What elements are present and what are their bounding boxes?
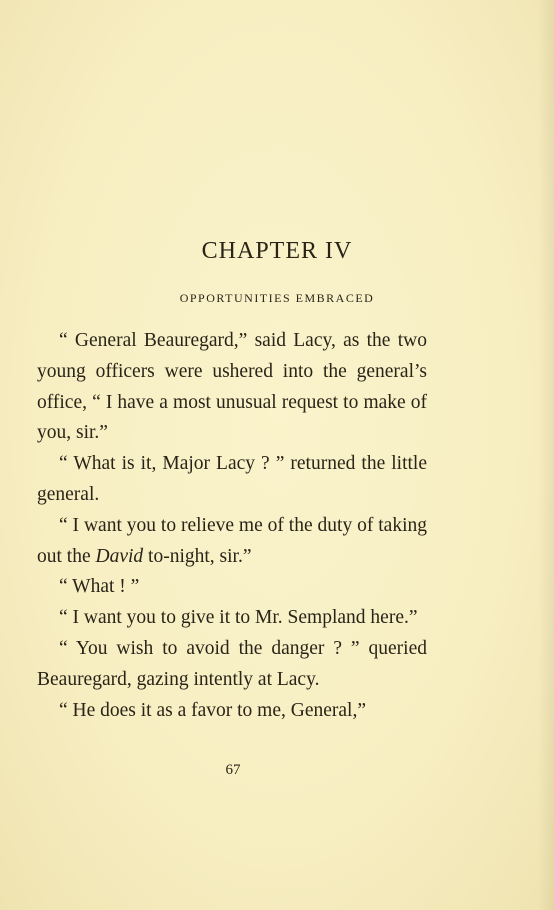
paragraph: “ What is it, Major Lacy ? ” returned the little general. <box>37 453 427 505</box>
paragraph <box>37 511 427 573</box>
paragraph: “ He does it as a favor to me, General,” <box>59 699 366 721</box>
chapter-title: CHAPTER IV <box>201 238 353 264</box>
paragraph: “ General Beauregard,” said Lacy, as the two young officers were ushered into the general’s office, “ I have a most unusual request to make of you, sir.” <box>37 330 427 444</box>
paragraph: “ You wish to avoid the danger ? ” queried Beauregard, gazing intently at Lacy. <box>37 637 427 690</box>
paragraph-text: to-night, sir.” <box>143 545 252 567</box>
chapter-body <box>37 326 427 726</box>
paragraph: “ I want you to give it to Mr. Sempland here.” <box>59 607 418 629</box>
paragraph: “ What ! ” <box>59 576 140 598</box>
ship-name: David <box>95 545 144 567</box>
page-number: 67 <box>225 762 241 778</box>
paragraph-text: “ I want you to relieve me of the duty of taking out the <box>37 514 427 567</box>
chapter-subtitle: OPPORTUNITIES EMBRACED <box>179 291 375 305</box>
page-edge-shadow <box>538 0 554 910</box>
